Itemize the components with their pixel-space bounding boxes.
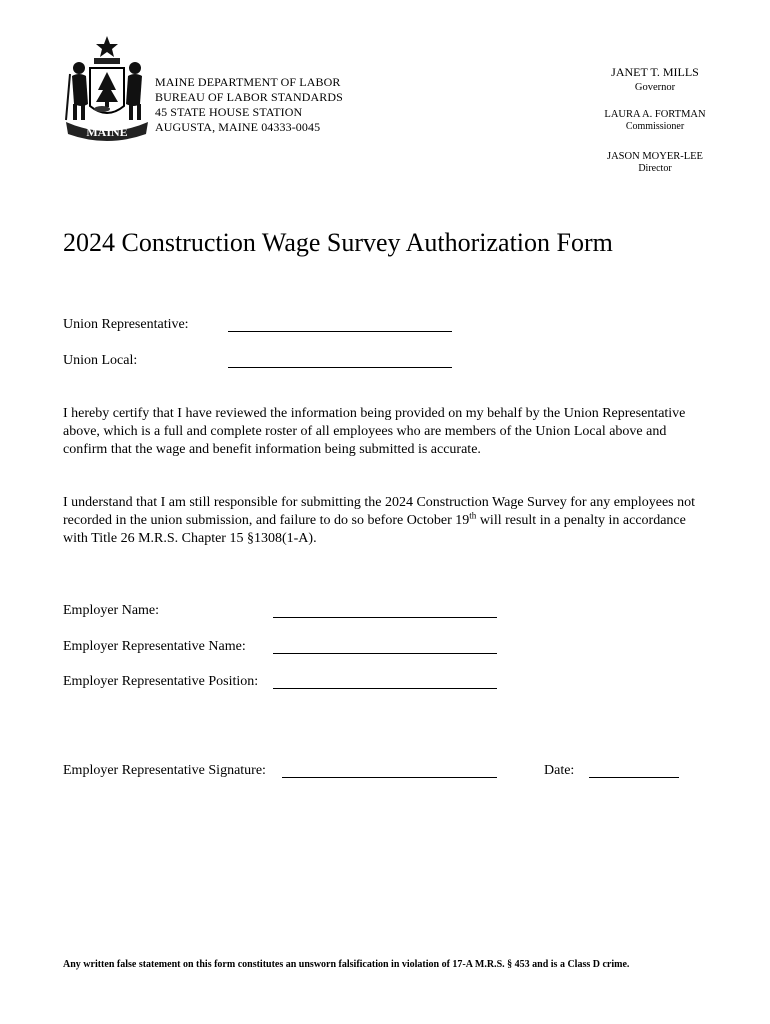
official-director [580,151,730,174]
employer-name-field[interactable] [273,617,497,618]
official-governor [580,65,730,93]
official-commissioner [580,109,730,132]
commissioner-title: Commissioner [625,121,685,132]
employer-rep-name-field[interactable] [273,653,497,654]
department-line-2: BUREAU OF LABOR STANDARDS [155,90,343,104]
certification-paragraph: I hereby certify that I have reviewed the information being provided on my behalf by the Union Representative above, which is a full and complete roster of all employees who are members of the Union Local above and confirm that the wage and benefit information being submitted is accurate. [63,406,686,457]
commissioner-name: LAURA A. FORTMAN [604,109,706,120]
governor-name: JANET T. MILLS [611,65,699,79]
governor-title: Governor [634,82,676,93]
form-title: 2024 Construction Wage Survey Authorization Form [63,228,613,257]
union-representative-field[interactable] [228,331,452,332]
employer-rep-name-label: Employer Representative Name: [63,639,246,654]
employer-name-label: Employer Name: [63,603,160,618]
union-local-label: Union Local: [63,353,138,368]
responsibility-text-1: I understand that I am still responsible for submitting the 2024 Construction Wage Survey for any employees not recorded in the union submission, and failure to do so before October 19 [63,495,696,528]
footer-warning: Any written false statement on this form constitutes an unsworn falsification in violation of 17-A M.R.S. § 453 and is a Class D crime. [63,959,630,970]
signature-field[interactable] [282,777,497,778]
department-line-4: AUGUSTA, MAINE 04333-0045 [155,120,321,134]
employer-rep-position-field[interactable] [273,688,497,689]
maine-state-seal [62,34,152,144]
union-local-field[interactable] [228,367,452,368]
date-field[interactable] [589,777,679,778]
department-line-1: MAINE DEPARTMENT OF LABOR [155,75,341,89]
department-line-3: 45 STATE HOUSE STATION [155,105,303,119]
director-name: JASON MOYER-LEE [607,151,703,162]
signature-label: Employer Representative Signature: [63,763,266,778]
director-title: Director [638,163,672,174]
seal-banner-text: MAINE [86,125,128,139]
responsibility-superscript: th [469,510,477,521]
responsibility-paragraph [63,494,713,548]
employer-rep-position-label: Employer Representative Position: [63,674,259,689]
union-representative-label: Union Representative: [63,317,189,332]
date-label: Date: [544,763,575,778]
responsibility-text-2: will result in a penalty in accordance with Title 26 M.R.S. Chapter 15 §1308(1-A). [63,513,686,546]
